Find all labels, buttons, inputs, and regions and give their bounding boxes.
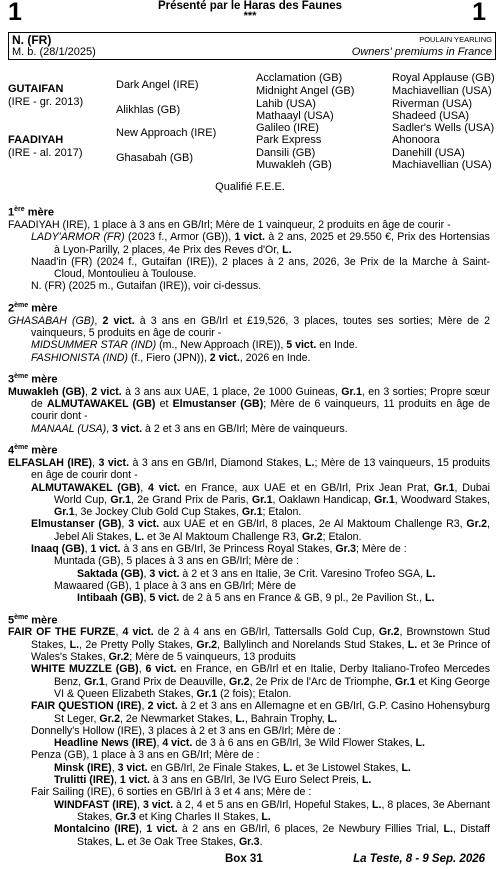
produce-entry: Headline News (IRE), 4 vict. de 3 à 6 ans en GB/Irl, 3e Wild Flower Stakes, L. (54, 737, 425, 750)
ped-gen3: Mathaayl (USA) (256, 110, 334, 122)
horse-name: N. (FR) (12, 33, 52, 47)
ped-gen3: Lahib (USA) (256, 98, 316, 110)
ped-gen4: Machiavellian (USA) (392, 159, 492, 171)
sale-info: La Teste, 8 - 9 Sep. 2026 (353, 853, 485, 865)
ped-gen2: New Approach (IRE) (116, 127, 217, 139)
produce-entry: Inaaq (GB), 1 vict. à 3 ans en GB/Irl, 3e Princess Royal Stakes, Gr.3; Mère de : (31, 543, 407, 556)
dam-entry: Muwakleh (GB), 2 vict. à 3 ans aux UAE, 1 place, 2e 1000 Guineas, Gr.1, en 3 sorties; Propre sœur de ALMUTAWAKEL (GB) et Elmustanser (GB); Mère de 6 vainqueurs, 11 produits en âge de courir dont - (8, 385, 490, 423)
ped-gen4: Machiavellian (USA) (392, 85, 492, 97)
ped-gen3: Park Express (256, 134, 322, 146)
horse-type: POULAIN YEARLING (419, 35, 492, 44)
produce-entry: Trulitti (IRE), 1 vict. à 3 ans en GB/Irl, 3e IVG Euro Select Preis, L. (54, 774, 372, 787)
ped-gen2: Alikhlas (GB) (116, 104, 181, 116)
ped-gen3: Dansili (GB) (256, 147, 316, 159)
page-footer (0, 853, 500, 869)
pedigree-table (8, 70, 498, 175)
produce-entry: FASHIONISTA (IND) (f., Fiero (JPN)), 2 vict., 2026 en Inde. (31, 351, 311, 364)
owners-premiums: Owners' premiums in France (351, 46, 492, 58)
section-heading-2: 2ème mère (8, 301, 58, 315)
produce-entry: Muntada (GB), 5 places à 3 ans en GB/Irl; Mère de : (54, 555, 299, 568)
ped-gen4: Riverman (USA) (392, 98, 473, 110)
produce-entry: MIDSUMMER STAR (IND) (m., New Approach (IRE)), 5 vict. en Inde. (31, 339, 358, 352)
produce-entry: Saktada (GB), 3 vict. à 2 et 3 ans en Italie, 3e Crit. Varesino Trofeo SGA, L. (77, 567, 436, 580)
ped-gen2: Ghasabah (GB) (116, 152, 194, 164)
ped-gen2: Dark Angel (IRE) (116, 79, 199, 91)
ped-gen3: Acclamation (GB) (256, 72, 343, 84)
produce-entry: Naad'in (FR) (2024 f., Gutaifan (IRE)), 2 places à 2 ans, 2026, 3e Prix de la Marche à Saint-Cloud, Montoulieu à Toulouse. (31, 255, 490, 281)
ped-gen4: Shadeed (USA) (392, 110, 470, 122)
sire-name: GUTAIFAN (8, 83, 64, 95)
dam-entry: GHASABAH (GB), 2 vict. à 3 ans en GB/Irl et £19,526, 3 places, toutes ses sorties; Mère de 2 vainqueurs, 5 produits en âge de courir - (8, 314, 491, 339)
horse-sex-dob: M. b. (28/1/2025) (12, 46, 96, 58)
produce-entry: Penza (GB), 1 place à 3 ans en GB/Irl; Mère de : (31, 749, 260, 762)
produce-entry: Elmustanser (GB), 3 vict. aux UAE et en GB/Irl, 8 places, 2e Al Maktoum Challenge R3, Gr.2, Jebel Ali Stakes, L. et 3e Al Maktoum Challenge R3, Gr.2; Etalon. (31, 518, 490, 543)
produce-entry: WINDFAST (IRE), 3 vict. à 2, 4 et 5 ans en GB/Irl, Hopeful Stakes, L., 8 places, 3e Abernant Stakes, Gr.3 et King Charles II Stakes, L. (54, 798, 490, 823)
dam-entry: FAIR OF THE FURZE, 4 vict. de 2 à 4 ans en GB/Irl, Tattersalls Gold Cup, Gr.2, Brownstown Stud Stakes, L., 2e Pretty Polly Stakes, Gr.2, Ballylinch and Norelands Stud Stakes, L. et 3e Prince of Wales's Stakes, Gr.2; Mère de 5 vainqueurs, 13 produits (8, 626, 491, 664)
dam-entry: ELFASLAH (IRE), 3 vict. à 3 ans en GB/Irl, Diamond Stakes, L.; Mère de 13 vainqueurs, 15 produits en âge de courir dont - (8, 456, 491, 482)
horse-header-box (8, 32, 496, 60)
section-heading-5: 5ème mère (8, 613, 58, 627)
ped-gen4: Royal Applause (GB) (392, 72, 495, 84)
produce-entry: ALMUTAWAKEL (GB), 4 vict. en France, aux UAE et en GB/Irl, Prix Jean Prat, Gr.1, Dubai World Cup, Gr.1, 2e Grand Prix de Paris, Gr.1, Oaklawn Handicap, Gr.1, Woodward Stakes, Gr.1, 3e Jockey Club Gold Cup Stakes, Gr.1; Etalon. (31, 481, 490, 519)
stars: *** (243, 10, 257, 22)
section-heading-3: 3ème mère (8, 372, 58, 386)
ped-gen4: Ahonoora (392, 134, 440, 146)
produce-entry: N. (FR) (2025 m., Gutaifan (IRE)), voir ci-dessus. (31, 280, 262, 293)
ped-gen4: Sadler's Wells (USA) (392, 122, 495, 134)
produce-entry: Intibaah (GB), 5 vict. de 2 à 5 ans en France & GB, 9 pl., 2e Pavilion St., L. (77, 592, 435, 605)
dam-name: FAADIYAH (8, 134, 64, 146)
ped-gen3: Midnight Angel (GB) (256, 85, 355, 97)
ped-gen4: Danehill (USA) (392, 147, 465, 159)
ped-gen3: Galileo (IRE) (256, 122, 319, 134)
section-heading-4: 4ème mère (8, 444, 58, 457)
dam-info: (IRE - al. 2017) (8, 147, 83, 159)
produce-entry: Fair Sailing (IRE), 6 sorties en GB/Irl à 3 et 4 ans; Mère de : (31, 786, 312, 799)
lot-number-left: 1 (8, 0, 22, 26)
presenter: Présenté par le Haras des Faunes (157, 0, 343, 12)
produce-entry: LADY'ARMOR (FR) (2023 f., Armor (GB)), 1 vict. à 2 ans, 2025 et 29.550 €, Prix des Hortensias à Lyon-Parilly, 2 places, 4e Prix des Reves d'Or, L. (31, 231, 490, 256)
produce-entry: MANAAL (USA), 3 vict. à 2 et 3 ans en GB/Irl; Mère de vainqueurs. (31, 422, 348, 435)
produce-entry: Montalcino (IRE), 1 vict. à 2 ans en GB/Irl, 6 places, 2e Newbury Fillies Trial, L., Distaff Stakes, L. et 3e Oak Tree Stakes, Gr.3. (54, 823, 491, 848)
produce-entry: Donnelly's Hollow (IRE), 3 places à 2 et 3 ans en GB/Irl; Mère de : (31, 724, 341, 737)
produce-entry: Minsk (IRE), 3 vict. en GB/Irl, 2e Finale Stakes, L. et 3e Listowel Stakes, L. (54, 761, 411, 774)
produce-entry: Mawaared (GB), 1 place à 3 ans en GB/Irl; Mère de (54, 579, 297, 592)
page-header (0, 0, 500, 30)
dam-entry: FAADIYAH (IRE), 1 place à 3 ans en GB/Irl; Mère de 1 vainqueur, 2 produits en âge de courir - (8, 218, 451, 231)
ped-gen3: Muwakleh (GB) (256, 159, 332, 171)
box-number: Box 31 (225, 853, 263, 865)
section-heading-1: 1ère mère (8, 206, 54, 219)
produce-entry: WHITE MUZZLE (GB), 6 vict. en France, en GB/Irl et en Italie, Derby Italiano-Trofeo Mercedes Benz, Gr.1, Grand Prix de Deauville, Gr.2, 2e Prix de l'Arc de Triomphe, Gr.1 et King George VI & Queen Elizabeth Stakes, Gr.1 (2 fois); Etalon. (31, 663, 490, 700)
lot-number-right: 1 (472, 0, 486, 26)
qualification: Qualifié F.E.E. (215, 181, 285, 193)
catalogue-body (8, 204, 490, 848)
sire-info: (IRE - gr. 2013) (8, 96, 84, 108)
produce-entry: FAIR QUESTION (IRE), 2 vict. à 2 et 3 ans en Allemagne et en GB/Irl, G.P. Casino Hohensyburg St Leger, Gr.2, 2e Newmarket Stakes, L., Bahrain Trophy, L. (31, 700, 491, 725)
